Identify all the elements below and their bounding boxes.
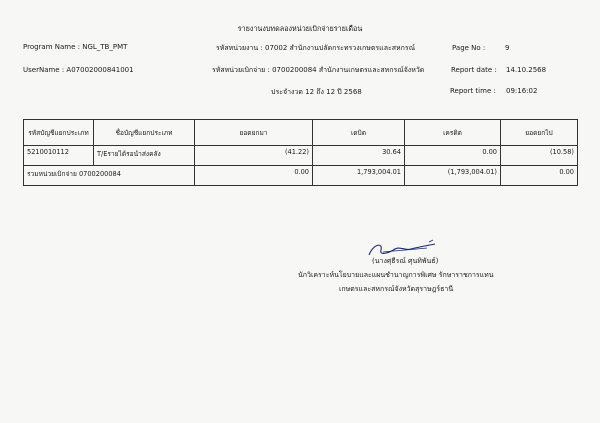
credit-cell: 0.00 [405,146,501,166]
signatory-office: เกษตรและสหกรณ์จังหวัดสุราษฎร์ธานี [339,285,454,293]
page-label: Page No : [452,44,486,52]
page-number: 9 [505,44,510,52]
report-date: 14.10.2568 [506,66,547,74]
column-header: ยอดยกมา [195,120,313,146]
total-debit-cell: 1,793,004.01 [313,166,405,186]
signatory-name: (นางศุธีรณ์ ศุนทิพันธ์) [372,257,439,265]
column-header: ยอดยกไป [501,120,578,146]
report-period: ประจำงวด 12 ถึง 12 ปี 2568 [271,88,362,96]
brought-forward-cell: (41.22) [195,146,313,166]
column-header: เครดิต [405,120,501,146]
column-header: เดบิต [313,120,405,146]
column-header: ชื่อบัญชีแยกประเภท [94,120,195,146]
column-header: รหัสบัญชีแยกประเภท [24,120,94,146]
program-name: Program Name : NGL_TB_PMT [23,43,128,51]
table-row [24,146,578,166]
total-label-cell: รวมหน่วยเบิกจ่าย 0700200084 [24,166,195,186]
signatory-position: นักวิเคราะห์นโยบายและแผนชำนาญการพิเศษ รักษาราชการแทน [298,271,494,279]
debit-cell: 30.64 [313,146,405,166]
trial-balance-table [23,119,578,186]
carried-forward-cell: (10.58) [501,146,578,166]
report-time: 09:16:02 [506,87,538,95]
account-name-cell: T/Eรายได้รอนำส่งคลัง [94,146,195,166]
total-carried-forward-cell: 0.00 [501,166,578,186]
table-header-row [24,120,578,146]
report-title: รายงานงบทดลองหน่วยเบิกจ่ายรายเดือน [237,24,363,33]
user-name: UserName : A07002000841001 [23,66,134,74]
account-code-cell: 5210010112 [24,146,94,166]
date-label: Report date : [451,66,497,74]
time-label: Report time : [450,87,496,95]
total-credit-cell: (1,793,004.01) [405,166,501,186]
disbursing-unit: รหัสหน่วยเบิกจ่าย : 0700200084 สำนักงานเกษตรและสหกรณ์จังหวัด [212,66,425,74]
table-total-row [24,166,578,186]
agency-code: รหัสหน่วยงาน : 07002 สำนักงานปลัดกระทรวงเกษตรและสหกรณ์ [216,44,416,52]
total-brought-forward-cell: 0.00 [195,166,313,186]
